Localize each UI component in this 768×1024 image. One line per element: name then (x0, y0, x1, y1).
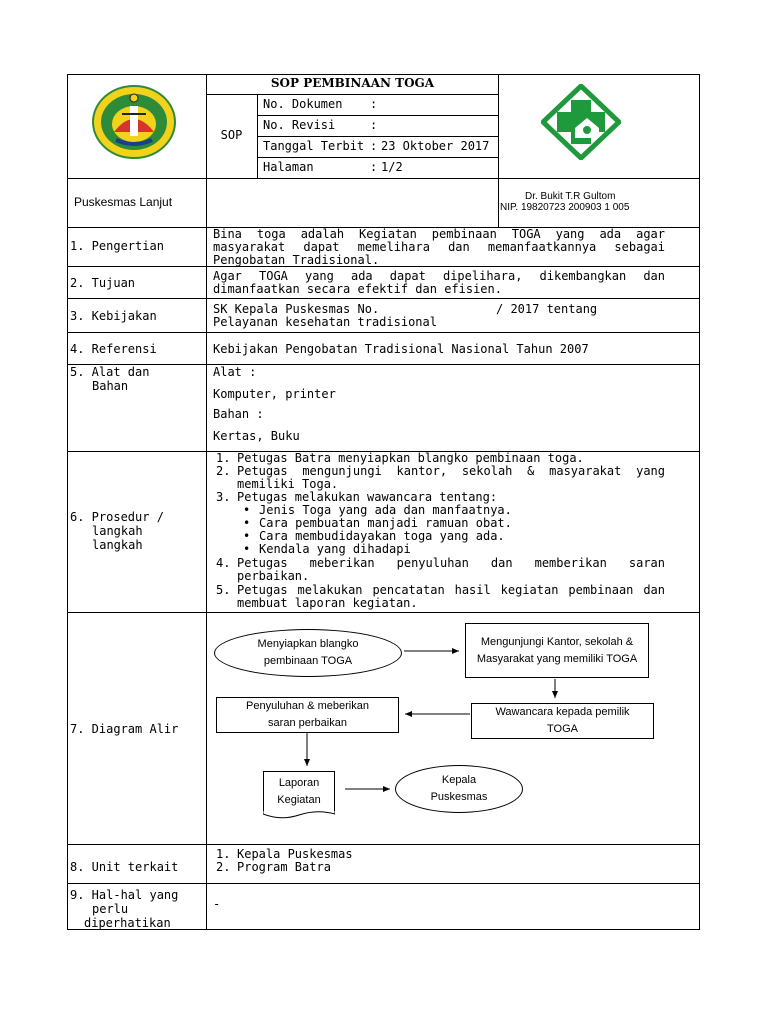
bahan-value: Kertas, Buku (213, 429, 300, 443)
step-number: 5. (216, 583, 231, 597)
meta-sep: : (370, 97, 378, 111)
kebijakan-line2: Pelayanan kesehatan tradisional (213, 315, 437, 329)
signer-nip: NIP. 19820723 200903 1 005 (500, 202, 630, 213)
unit-text: Kepala Puskesmas (237, 847, 353, 861)
bullet-text: Kendala yang dihadapi (259, 542, 411, 556)
bullet-icon: • (243, 542, 251, 556)
step-text: Petugas melakukan pencatatan hasil kegiatan pembinaan dan membuat laporan kegiatan. (237, 583, 665, 610)
bullet-icon: • (243, 503, 251, 517)
flow-node-report: Laporan Kegiatan (263, 771, 335, 811)
row-label-unit: 8. Unit terkait (70, 860, 179, 874)
bahan-heading: Bahan : (213, 407, 264, 421)
alat-value: Komputer, printer (213, 387, 336, 401)
referensi-text: Kebijakan Pengobatan Tradisional Nasional Tahun 2007 (213, 342, 589, 356)
bullet-text: Jenis Toga yang ada dan manfaatnya. (259, 503, 512, 517)
step-number: 3. (216, 490, 231, 504)
sop-label: SOP (220, 128, 243, 142)
kebijakan-line1a: SK Kepala Puskesmas No. (213, 302, 380, 316)
signer-name: Dr. Bukit T.R Gultom (525, 191, 616, 202)
unit-number: 1. (216, 847, 231, 861)
meta-sep: : (370, 118, 378, 132)
meta-value: 1/2 (381, 160, 403, 174)
document-title: SOP PEMBINAAN TOGA (270, 76, 435, 90)
meta-label: Halaman (263, 160, 314, 174)
row-label-prosedur: 6. Prosedur / (70, 510, 164, 524)
step-number: 1. (216, 451, 231, 465)
row-label-referensi: 4. Referensi (70, 342, 157, 356)
row-label-kebijakan: 3. Kebijakan (70, 309, 157, 323)
flow-node-counseling: Penyuluhan & meberikan saran perbaikan (216, 697, 399, 733)
step-number: 2. (216, 464, 231, 478)
row-label-langkah: langkah (92, 524, 143, 538)
meta-label: Tanggal Terbit (263, 139, 365, 153)
alat-heading: Alat : (213, 365, 257, 379)
meta-label: No. Dokumen (263, 97, 343, 111)
flow-node-start: Menyiapkan blangko pembinaan TOGA (214, 629, 402, 677)
step-text: Petugas meberikan penyuluhan dan memberikan saran perbaikan. (237, 556, 665, 583)
meta-value: 23 Oktober 2017 (381, 139, 490, 153)
row-label-hal: 9. Hal-hal yang (70, 888, 179, 902)
bullet-text: Cara membudidayakan toga yang ada. (259, 529, 505, 543)
row-label-langkah-2: langkah (92, 538, 143, 552)
bullet-icon: • (243, 516, 251, 530)
flow-node-head: Kepala Puskesmas (395, 765, 523, 813)
step-text: Petugas Batra menyiapkan blangko pembinaan toga. (237, 451, 584, 465)
kebijakan-line1b: / 2017 tentang (496, 302, 598, 316)
bullet-icon: • (243, 529, 251, 543)
step-number: 4. (216, 556, 231, 570)
row-label-pengertian: 1. Pengertian (70, 239, 164, 253)
meta-sep: : (370, 139, 378, 153)
unit-number: 2. (216, 860, 231, 874)
row-label-alat: 5. Alat dan (70, 365, 150, 379)
row-label-diperhatikan: diperhatikan (84, 916, 171, 930)
meta-sep: : (370, 160, 378, 174)
unit-text: Program Batra (237, 860, 331, 874)
org-name: Puskesmas Lanjut (74, 195, 173, 209)
hal-text: - (213, 897, 221, 911)
flow-node-interview: Wawancara kepada pemilik TOGA (471, 703, 654, 739)
step-text: Petugas melakukan wawancara tentang: (237, 490, 498, 504)
pengertian-text: Bina toga adalah Kegiatan pembinaan TOGA yang ada agar masyarakat dapat memelihara dan memanfaatkannya sebagai Pengobatan Tradisional. (213, 227, 665, 267)
row-label-diagram: 7. Diagram Alir (70, 722, 179, 736)
step-text: Petugas mengunjungi kantor, sekolah & masyarakat yang memiliki Toga. (237, 464, 665, 491)
flow-node-visit: Mengunjungi Kantor, sekolah & Masyarakat yang memiliki TOGA (465, 623, 649, 678)
row-label-bahan: Bahan (92, 379, 129, 393)
meta-label: No. Revisi (263, 118, 336, 132)
bullet-text: Cara pembuatan manjadi ramuan obat. (259, 516, 512, 530)
row-label-tujuan: 2. Tujuan (70, 276, 136, 290)
tujuan-text: Agar TOGA yang ada dapat dipelihara, dikembangkan dan dimanfaatkan secara efektif dan efisien. (213, 269, 665, 296)
row-label-perlu: perlu (92, 902, 129, 916)
